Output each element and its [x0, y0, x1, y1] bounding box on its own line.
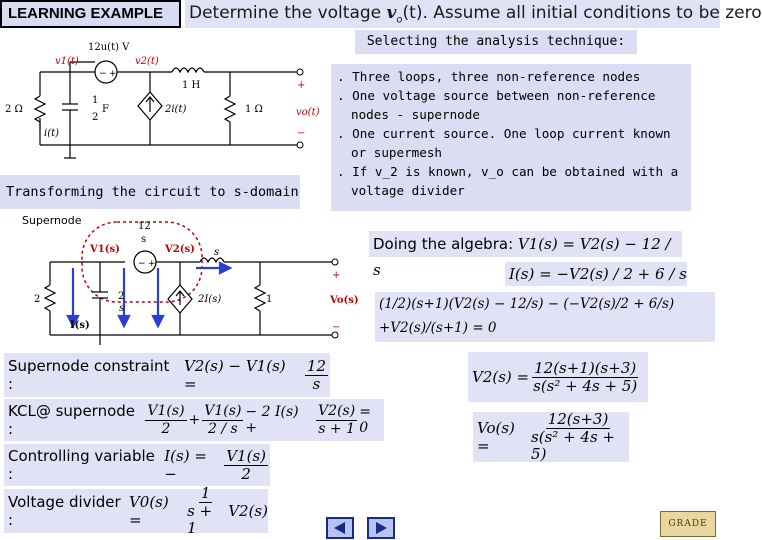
note-line: . If v_2 is known, v_o can be obtained with a [337, 164, 679, 179]
kcl-mid: − 2 I(s) + [245, 404, 299, 436]
ctrl-eq-den: 2 [241, 464, 251, 483]
r-right-s: 1 [266, 294, 273, 305]
r-right-label: 1 Ω [245, 104, 263, 115]
title-prefix: Determine the voltage [189, 3, 387, 23]
s-domain-circuit [0, 210, 370, 350]
next-slide-button[interactable] [367, 517, 395, 539]
kcl-t3-den: s + 1 [318, 420, 355, 437]
page-title [185, 0, 762, 28]
note-line: . One voltage source between non-reference [337, 88, 656, 103]
kcl-plus: + [188, 412, 201, 428]
right-triangle-icon [369, 519, 393, 537]
r-left-s: 2 [34, 294, 41, 305]
algebra-eq2: I(s) = −V2(s) / 2 + 6 / s [509, 265, 687, 283]
vout-s: Vo(s) [330, 295, 359, 306]
result-v2-den: s(s² + 4s + 5) [533, 376, 638, 395]
kcl-t2-num: V1(s) [204, 402, 242, 419]
supernode-eq-lhs: V2(s) − V1(s) = [183, 357, 286, 393]
result-vo-den: s(s² + 4s + 5) [531, 428, 615, 463]
eq-supernode [4, 353, 330, 397]
result-vo [473, 412, 629, 462]
src-den: s [141, 234, 147, 245]
plus-sign: + [297, 80, 306, 91]
algebra-eq1: V1(s) = V2(s) − 12 / s [373, 235, 671, 279]
supernode-eq-den: s [312, 374, 321, 393]
node-v1-s: V1(s) [90, 244, 120, 255]
vd-eq-rhs: V2(s) [228, 502, 268, 520]
kcl-t3-num: V2(s) [318, 402, 356, 419]
svg-text:+: + [148, 259, 156, 269]
current-label: i(t) [44, 128, 60, 139]
analysis-heading: Selecting the analysis technique: [355, 30, 637, 54]
supernode-eq-label: Supernode constraint : [8, 357, 170, 393]
algebra-row-2 [505, 262, 687, 286]
result-vo-num: 12(s+3) [547, 410, 609, 428]
node-v1-label: v1(t) [55, 56, 79, 67]
minus-sign-s: − [332, 322, 341, 333]
learning-example-tag: LEARNING EXAMPLE [0, 0, 181, 28]
src-num: 12 [138, 221, 151, 232]
cap-den-s: s [119, 303, 125, 314]
result-v2 [468, 352, 648, 402]
note-line: . Three loops, three non-reference nodes [337, 69, 641, 84]
cap-num: 1 [92, 95, 99, 106]
vd-eq-den: s + 1 [187, 502, 213, 537]
title-suffix: . Assume all initial conditions to be zero [422, 3, 762, 23]
algebra-label: Doing the algebra: [373, 235, 514, 253]
ctrl-eq-num: V1(s) [226, 446, 266, 465]
title-subscript: o [396, 14, 403, 26]
title-argument: (t) [402, 3, 423, 23]
vd-eq-label: Voltage divider : [8, 493, 121, 529]
supernode-eq-num: 12 [306, 356, 326, 375]
note-line: or supermesh [351, 145, 442, 160]
vd-eq-lhs: V0(s) = [128, 493, 169, 529]
eq-voltage-divider [4, 484, 268, 537]
vout-label: vo(t) [296, 107, 320, 118]
inductor-label: 1 H [182, 80, 201, 91]
prev-slide-button[interactable] [326, 517, 354, 539]
svg-text:+: + [109, 69, 117, 79]
result-v2-lhs: V2(s) = [472, 368, 530, 386]
result-v2-num: 12(s+1)(s+3) [534, 358, 637, 377]
grade-button[interactable]: GRADE [660, 511, 716, 537]
plus-sign-s: + [332, 270, 341, 281]
kcl-t1-num: V1(s) [147, 402, 185, 419]
vd-eq-num: 1 [200, 484, 211, 502]
note-line: nodes - supernode [351, 107, 480, 122]
dep-source-label: 2i(t) [165, 104, 187, 115]
algebra-row-3 [375, 292, 715, 342]
svg-text:−: − [138, 259, 146, 269]
note-line: voltage divider [351, 183, 465, 198]
transform-label: Transforming the circuit to s-domain [0, 175, 300, 209]
dep-source-s: 2I(s) [198, 294, 222, 305]
eq-controlling [4, 444, 270, 486]
cap-num-s: 2 [118, 291, 125, 302]
current-s: I(s) [70, 320, 90, 331]
kcl-t2-den: 2 / s [207, 420, 238, 437]
algebra-eq3b: +V2(s)/(s+1) = 0 [379, 320, 497, 336]
ctrl-eq-lhs: I(s) = − [164, 447, 207, 483]
node-v2-label: v2(t) [135, 56, 159, 67]
result-vo-lhs: Vo(s) = [477, 419, 515, 455]
supernode-label: Supernode [22, 214, 82, 227]
cap-unit: F [102, 104, 109, 115]
ctrl-eq-label: Controlling variable : [8, 447, 155, 483]
node-v2-s: V2(s) [165, 244, 195, 255]
source-label: 12u(t) V [88, 42, 130, 53]
left-triangle-icon [328, 519, 352, 537]
time-domain-circuit [0, 40, 330, 180]
note-line: . One current source. One loop current known [337, 126, 671, 141]
kcl-eq-label: KCL@ supernode : [8, 402, 136, 438]
title-variable: v [386, 3, 397, 23]
kcl-t1-den: 2 [161, 420, 171, 437]
inductor-s: s [214, 247, 220, 258]
svg-text:−: − [99, 69, 107, 79]
eq-kcl [4, 399, 384, 441]
algebra-eq3a: (1/2)(s+1)(V2(s) − 12/s) − (−V2(s)/2 + 6/s) [379, 296, 675, 312]
r-left-label: 2 Ω [5, 104, 23, 115]
kcl-rhs: = 0 [359, 404, 371, 436]
minus-sign: − [297, 128, 306, 139]
analysis-notes [331, 64, 691, 211]
cap-den: 2 [92, 112, 99, 123]
